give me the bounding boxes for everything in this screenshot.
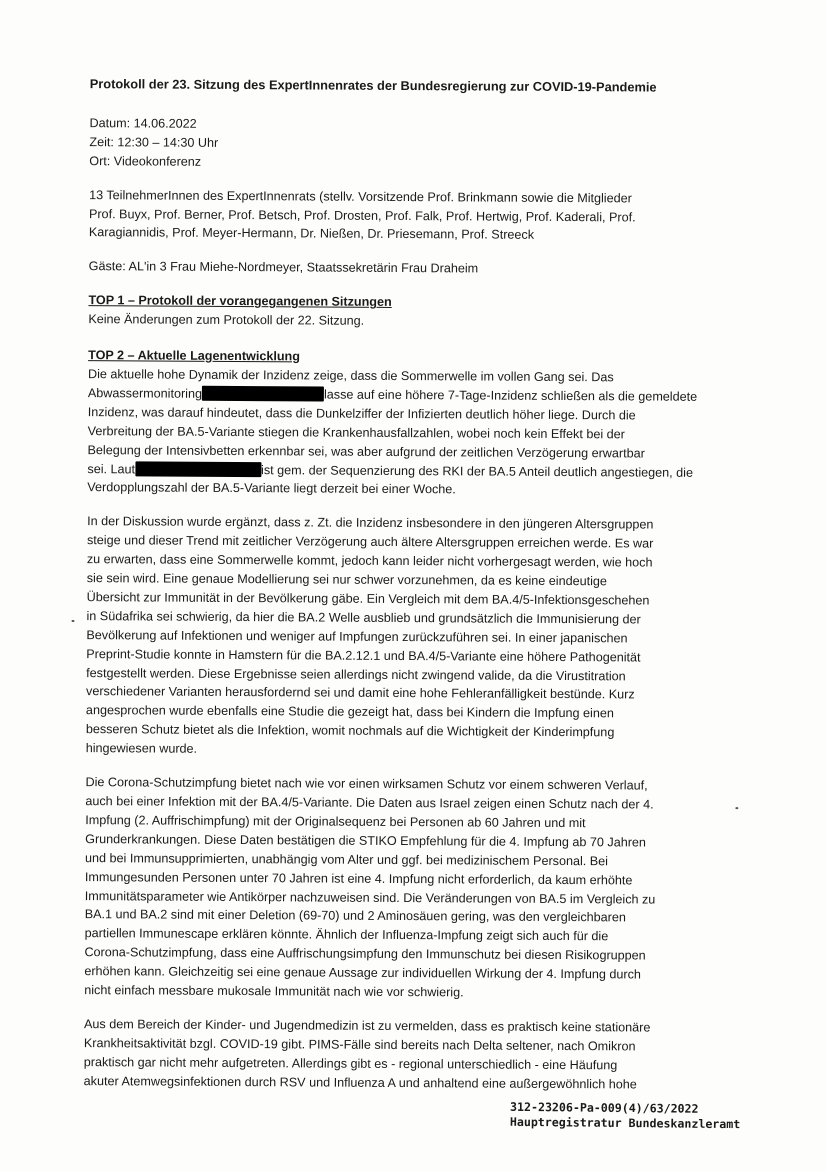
paragraph-line: Verdopplungszahl der BA.5-Variante liegt derzeit bei einer Woche. (87, 480, 456, 497)
paragraph-line: nicht einfach messbare mukosale Immunität nach wie vor schwierig. (84, 983, 464, 1000)
paragraph-line: akuter Atemwegsinfektionen durch RSV und Influenza A und anhaltend eine außergewöhnlich hohe (83, 1073, 637, 1092)
paragraph-line: Inzidenz, was darauf hindeutet, dass die Dunkelziffer der Infizierten deutlich höher liege. Durch die (87, 404, 636, 423)
participants-line: 13 TeilnehmerInnen des ExpertInnenrats (stellv. Vorsitzende Prof. Brinkmann sowie die Mitglieder (89, 187, 632, 206)
stamp-number: 312-23206-Pa-009(4)/63/2022 (510, 1099, 699, 1116)
redaction-bar (135, 461, 261, 477)
stamp-registry: Hauptregistratur Bundeskanzleramt (509, 1114, 741, 1132)
meta-time: Zeit: 12:30 – 14:30 Uhr (89, 134, 219, 150)
paragraph-line: auch bei einer Infektion mit der BA.4/5-Variante. Die Daten aus Israel zeigen einen Schutz nach der 4. (85, 794, 654, 812)
paragraph-line: praktisch gar nicht mehr aufgetreten. Allerdings gibt es - regional unterschiedlich - eine Häufung (83, 1054, 618, 1073)
paragraph-line: BA.1 und BA.2 sind mit einer Deletion (69-70) und 2 Aminosäuen gering, was den vergleichbaren (84, 907, 626, 925)
paragraph-line: Belegung der Intensivbetten erkennbar sei, was aber aufgrund der zeitlichen Verzögerung erwartbar (87, 442, 645, 461)
meta-date: Datum: 14.06.2022 (89, 116, 197, 131)
paragraph-line: festgestellt werden. Diese Ergebnisse seien allerdings nicht zwingend valide, da die Virustitration (86, 665, 626, 683)
document-body (84, 75, 730, 1109)
meeting-meta (89, 114, 729, 175)
top2-heading: TOP 2 – Aktuelle Lagenentwicklung (88, 348, 300, 364)
text-fragment: ist gem. der Sequenzierung des RKI der BA.5 Anteil deutlich angestiegen, die (261, 462, 694, 480)
paragraph-line: hingewiesen wurde. (85, 741, 198, 756)
paragraph-line: Die aktuelle hohe Dynamik der Inzidenz zeige, dass die Sommerwelle im vollen Gang sei. Das (87, 367, 614, 385)
paragraph-line: Impfung (2. Auffrischimpfung) mit der Originalsequenz bei Personen ab 60 Jahren und mit (85, 812, 586, 831)
registry-stamp (510, 1100, 741, 1132)
top2-paragraph-2 (86, 512, 727, 762)
scan-speck (735, 807, 738, 809)
paragraph-line: Aus dem Bereich der Kinder- und Jugendmedizin ist zu vermelden, dass es praktisch keine stationäre (84, 1017, 651, 1035)
paragraph-line: und bei Immunsupprimierten, unabhängig vom Alter und ggf. bei medizinischem Personal. Bei (85, 850, 609, 869)
paragraph-line: Die Corona-Schutzimpfung bietet nach wie vor einen wirksamen Schutz vor einem schweren Verlauf, (85, 775, 648, 793)
text-fragment: Abwassermonitoring (87, 385, 203, 401)
document-title: Protokoll der 23. Sitzung des ExpertInnenrates der Bundesregierung zur COVID-19-Pandemie (89, 76, 657, 95)
guests-line: Gäste: AL'in 3 Frau Miehe-Nordmeyer, Staatssekretärin Frau Draheim (88, 259, 479, 276)
top1-heading: TOP 1 – Protokoll der vorangegangenen Sitzungen (88, 293, 392, 310)
paragraph-line: Krankheitsaktivität bzgl. COVID-19 gibt. PIMS-Fälle sind bereits nach Delta seltener, nach Omikron (83, 1035, 636, 1054)
scan-speck (71, 620, 74, 622)
paragraph-line: zu erwarten, dass eine Sommerwelle kommt, jedoch kann leider nicht vorhergesagt werden, wie hoch (86, 552, 653, 570)
paragraph-line: in Südafrika sei schwierig, da hier die BA.2 Welle ausblieb und grundsätzlich die Immunisierung der (86, 608, 641, 627)
paragraph-line: Immunitätsparameter wie Antikörper nachzuweisen sind. Die Veränderungen von BA.5 im Vergleich zu (84, 888, 656, 907)
redaction-bar (202, 386, 324, 402)
text-fragment: lasse auf eine höhere 7-Tage-Inzidenz schließen als die gemeldete (323, 387, 698, 404)
paragraph-line: besseren Schutz bietet als die Infektion, womit nochmals auf die Wichtigkeit der Kinderimpfung (85, 722, 615, 740)
top2-paragraph-3 (84, 773, 725, 1004)
text-fragment: sei. Laut (87, 461, 136, 476)
paragraph-line: partiellen Immunescape erklären könnte. Ähnlich der Influenza-Impfung zeigt sich auch für die (84, 926, 609, 944)
paragraph-line: Verbreitung der BA.5-Variante stiegen die Krankenhausfallzahlen, wobei noch kein Effekt bei der (87, 423, 625, 442)
paragraph-line: sie sein wird. Eine genaue Modellierung sei nur schwer vorzunehmen, da es keine eindeutige (86, 571, 607, 589)
paragraph-line: verschiedener Varianten herausfordernd sei und damit eine hohe Fehleranfälligkeit bestünde. Kurz (86, 684, 635, 702)
top1-text: Keine Änderungen zum Protokoll der 22. Sitzung. (88, 312, 365, 328)
paragraph-line: erhöhen kann. Gleichzeitig sei eine genaue Aussage zur individuellen Wirkung der 4. Impfung durch (84, 964, 641, 982)
meta-location: Ort: Videokonferenz (89, 153, 202, 169)
paragraph-line: steige und dieser Trend mit zeitlicher Verzögerung auch ältere Altersgruppen erreichen werde. Es war (86, 533, 654, 551)
top1-section (88, 291, 728, 333)
paragraph-line: Preprint-Studie konnte in Hamstern für die BA.2.12.1 und BA.4/5-Variante eine höhere Pathogenität (86, 646, 641, 665)
top2-paragraph-1 (87, 365, 728, 501)
paragraph-line: Corona-Schutzimpfung, dass eine Auffrischungsimpfung den Immunschutz bei diesen Risikogruppen (84, 945, 646, 963)
paragraph-line: Grunderkrankungen. Diese Daten bestätigen die STIKO Empfehlung für die 4. Impfung ab 70 Jahren (85, 831, 646, 850)
paragraph-line: Immungesunden Personen unter 70 Jahren ist eine 4. Impfung nicht erforderlich, da kaum erhöhte (84, 869, 633, 888)
participants-line: Prof. Buyx, Prof. Berner, Prof. Betsch, Prof. Drosten, Prof. Falk, Prof. Hertwig, Prof. Kaderali, Prof. (88, 206, 636, 224)
paragraph-line: Übersicht zur Immunität in der Bevölkerung gäbe. Ein Vergleich mit dem BA.4/5-Infektionsgeschehen (86, 590, 650, 608)
participants-line: Karagiannidis, Prof. Meyer-Hermann, Dr. Nießen, Dr. Priesemann, Prof. Streeck (88, 225, 535, 243)
top2-section (84, 346, 729, 1094)
top2-paragraph-4 (84, 1015, 724, 1095)
participants-paragraph (89, 186, 729, 247)
paragraph-line: In der Diskussion wurde ergänzt, dass z. Zt. die Inzidenz insbesondere in den jüngeren Altersgruppen (87, 514, 654, 532)
paragraph-line: Bevölkerung auf Infektionen und weniger auf Impfungen zurückzuführen sei. In einer japanischen (86, 627, 628, 646)
paragraph-line: angesprochen wurde ebenfalls eine Studie die gezeigt hat, dass bei Kindern die Impfung einen (85, 703, 614, 721)
